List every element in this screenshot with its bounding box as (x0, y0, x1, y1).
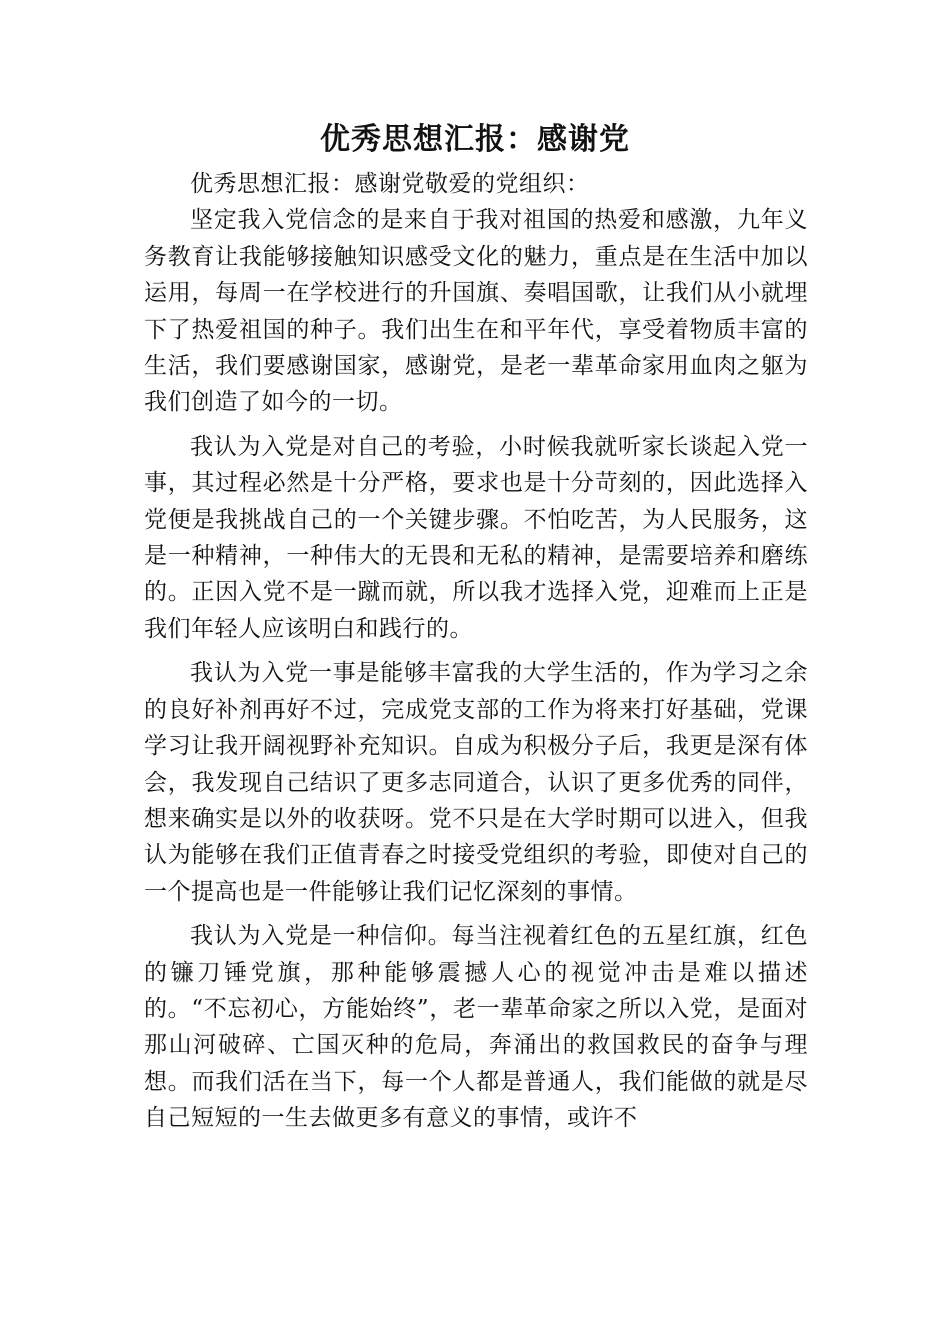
document-title: 优秀思想汇报：感谢党 (320, 122, 630, 157)
body-paragraph-1: 坚定我入党信念的是来自于我对祖国的热爱和感激，九年义务教育让我能够接触知识感受文化的魅力，重点是在生活中加以运用，每周一在学校进行的升国旗、奏唱国歌，让我们从小就埋下了热爱祖国的种子。我们出生在和平年代，享受着物质丰富的生活，我们要感谢国家，感谢党，是老一辈革命家用血肉之躯为我们创造了如今的一切。 (144, 207, 808, 416)
body-paragraph-4: 我认为入党是一种信仰。每当注视着红色的五星红旗，红色的镰刀锤党旗，那种能够震撼人心的视觉冲击是难以描述的。“不忘初心，方能始终”，老一辈革命家之所以入党，是面对那山河破碎、亡国灭种的危局，奔涌出的救国救民的奋争与理想。而我们活在当下，每一个人都是普通人，我们能做的就是尽自己短短的一生去做更多有意义的事情，或许不 (144, 923, 808, 1132)
greeting-paragraph: 优秀思想汇报：感谢党敬爱的党组织： (190, 171, 590, 197)
body-paragraph-2: 我认为入党是对自己的考验，小时候我就听家长谈起入党一事，其过程必然是十分严格，要求也是十分苛刻的，因此选择入党便是我挑战自己的一个关键步骤。不怕吃苦，为人民服务，这是一种精神，一种伟大的无畏和无私的精神，是需要培养和磨练的。正因入党不是一蹴而就，所以我才选择入党，迎难而上正是我们年轻人应该明白和践行的。 (144, 433, 808, 642)
body-paragraph-3: 我认为入党一事是能够丰富我的大学生活的，作为学习之余的良好补剂再好不过，完成党支部的工作为将来打好基础，党课学习让我开阔视野补充知识。自成为积极分子后，我更是深有体会，我发现自己结识了更多志同道合，认识了更多优秀的同伴，想来确实是以外的收获呀。党不只是在大学时期可以进入，但我认为能够在我们正值青春之时接受党组织的考验，即使对自己的一个提高也是一件能够让我们记忆深刻的事情。 (144, 660, 808, 905)
document-body (144, 166, 808, 1137)
